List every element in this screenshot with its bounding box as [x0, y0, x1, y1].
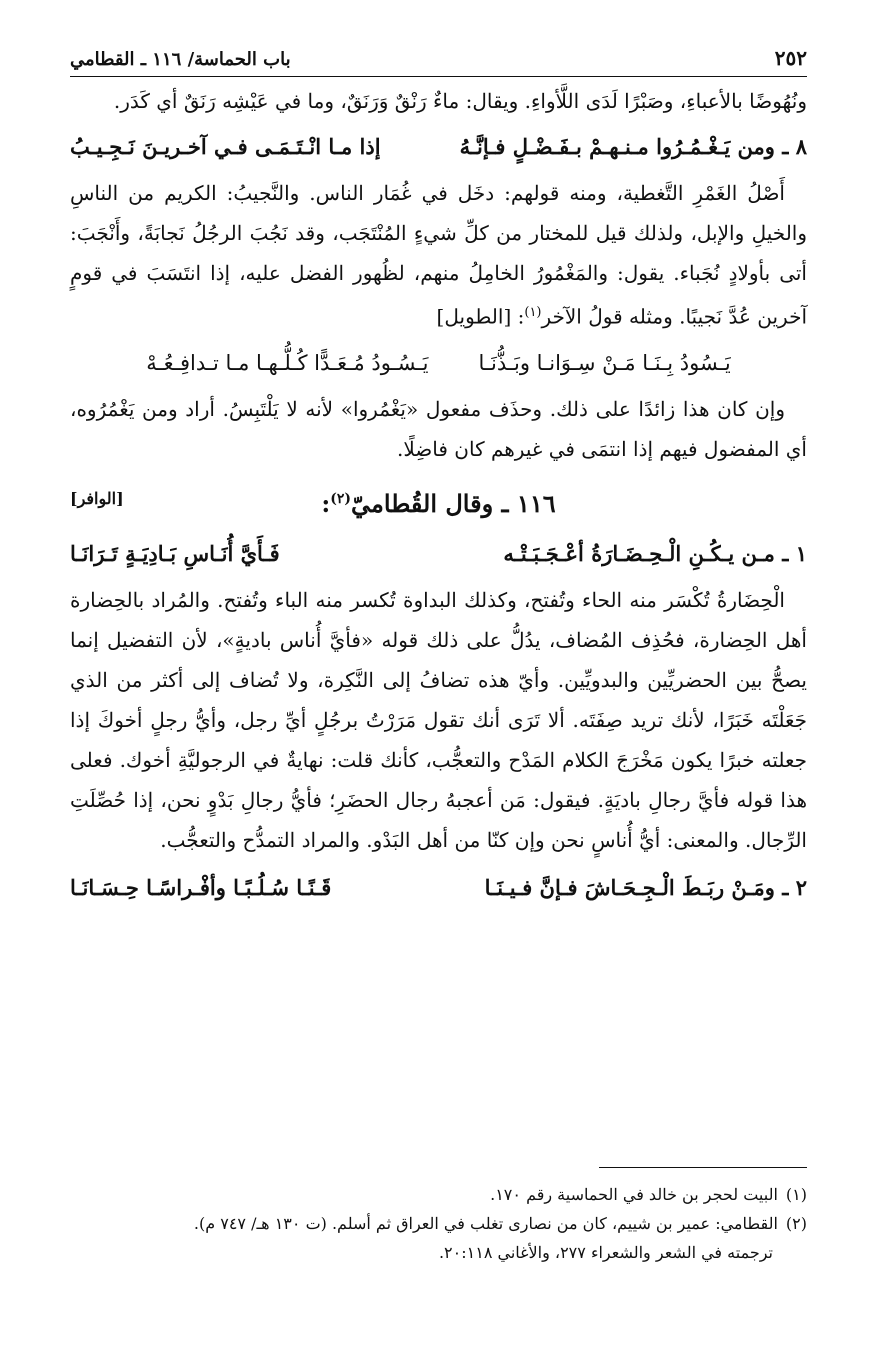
footnote-1-number: (١): [785, 1185, 807, 1204]
verse-2-first-hemistich: ٢ ـ ومَـنْ ربَـطَ الْـجِـحَـاشَ فـإنَّ فـيـنَـا: [484, 874, 807, 900]
footnote-2-continuation: ترجمته في الشعر والشعراء ٢٧٧، والأغاني ٢٠:١١٨.: [438, 1243, 773, 1262]
verse-8-first-hemistich: ٨ ـ ومن يَـغْـمُـرُوا مـنـهـمْ بـفَـضْـلٍ فـإنَّـهُ: [459, 134, 807, 159]
footnotes: [70, 1180, 807, 1267]
running-title: باب الحماسة/ ١١٦ ـ القطامي: [70, 49, 291, 70]
verse-8: [70, 125, 807, 169]
verse-1: [70, 532, 807, 576]
section-title-colon: :: [321, 488, 331, 518]
verse-8-second-hemistich: إذا مـا انْـتَـمَـى فـي آخـريـنَ نَـجِـيـبُ: [70, 134, 381, 159]
section-heading-116: [70, 475, 807, 528]
footnote-2: [70, 1209, 807, 1238]
commentary-verse-8: [70, 173, 807, 337]
verse-2-second-hemistich: قَـنًـا سُـلُـبًـا وأفْـراسًـا حِـسَـانَـا: [70, 874, 332, 900]
verse-2: [70, 866, 807, 910]
section-title: ١١٦ ـ وقال القُطاميّ: [351, 488, 556, 518]
verse-1-second-hemistich: فَـأَيَّ أُنَـاسِ بَـادِيَـةٍ تَـرَانَـا: [70, 540, 280, 566]
quoted-verse-second-hemistich: يَـسُـودُ مُـعَـدًّا كُـلُّـهـا مـا تـدافِـعُـهْ: [146, 350, 429, 375]
meter-label-wafir: [الوافر]: [70, 488, 124, 508]
footnote-separator: [599, 1167, 807, 1168]
running-header: [70, 46, 807, 77]
footnote-2-text: القطامي: عمير بن شييم، كان من نصارى تغلب في العراق ثم أسلم. (ت ١٣٠ هـ/ ٧٤٧ م).: [193, 1214, 778, 1233]
quoted-verse: [70, 341, 807, 385]
quoted-verse-first-hemistich: يَـسُودُ بِـنَـا مَـنْ سِـوَانـا وبَـذُّنَـا: [478, 350, 731, 375]
commentary-verse-8-text: أَصْلُ الغَمْرِ التَّغطية، ومنه قولهم: دخَل في غُمَار الناس. والنَّجيبُ: الكريم من الناسِ والخيلِ والإبل، ولذلك قيل للمختار من كلِّ شيءٍ المُنْتَجَب، وقد نَجُبَ الرجُلُ نَجابَةً، وأَنْجَبَ: أتى بأولادٍ نُجَباء. يقول: والمَغْمُورُ الخامِلُ منهم، لظُهور الفضل عليه، إذا انتَسَبَ في قومٍ آخرين عُدَّ نَجيبًا. ومثله قولُ الآخر: [70, 181, 807, 329]
footnote-2-number: (٢): [785, 1214, 807, 1233]
footnote-1-text: البيت لحجر بن خالد في الحماسية رقم ١٧٠.: [490, 1185, 778, 1204]
commentary-verse-1: الْحِضَارةُ تُكْسَر منه الحاء وتُفتح، وكذلك البداوة تُكسر منه الباء وتُفتح. والمُراد بالحِضارة أهل الحِضارة، فحُذِف المُضاف، يدُلُّ على ذلك قوله «فأيَّ أُناس باديةٍ»، لأن التفضيل إنما يصحُّ بين الحضريِّين والبدويِّين. وأيّ هذه تضافُ إلى النَّكِرة، ولا تُضاف إلى أكثر من الذي جَعَلْتَه خَبَرًا، لأنك تريد صِفَتَه. ألا تَرَى أنك تقول مَرَرْتُ برجُلٍ أيِّ رجل، وأيُّ رجلٍ أخوكَ إذا جعلته خبرًا يكون مَخْرَجَ الكلام المَدْح والتعجُّب، كأنك قلت: نهايةٌ في الرجوليَّةِ أخوك. فعلى هذا قوله فأيَّ رجالِ باديَةٍ. فيقول: مَن أعجبهُ رجال الحضَرِ؛ فأيُّ رجالِ بَدْوٍ نحن، إذا حُصِّلَتِ الرِّجال. والمعنى: أيُّ أُناسٍ نحن وإن كنّا من أهل البَدْو. والمراد التمدُّح والتعجُّب.: [70, 587, 807, 852]
commentary-continuation: وإن كان هذا زائدًا على ذلك. وحذَف مفعول «يَغْمُروا» لأنه لا يَلْتَبِسُ. أراد ومن يَغْمُرُوه، أي المفضول فيهم إذا انتمَى في غيرهم كان فاضِلًا.: [70, 396, 807, 461]
page-number: ٢٥٢: [774, 46, 807, 70]
footnote-ref-2: (٢): [330, 490, 352, 507]
footnote-1: [70, 1180, 807, 1209]
footnote-ref-1: (١): [524, 305, 542, 320]
verse-1-first-hemistich: ١ ـ مـن يـكُـنِ الْـحِـضَـارَةُ أعْـجَـبَـتْـه: [503, 540, 807, 566]
meter-label-tawil: : [الطويل]: [436, 304, 525, 329]
paragraph-continuation: ونُهُوضًا بالأعباءِ، وصَبْرًا لَدَى اللَّأواءِ. ويقال: ماءٌ رَنْقٌ وَرَنَقٌ، وما في عَيْشِه رَنَقٌ أي كَدَر.: [113, 89, 807, 113]
